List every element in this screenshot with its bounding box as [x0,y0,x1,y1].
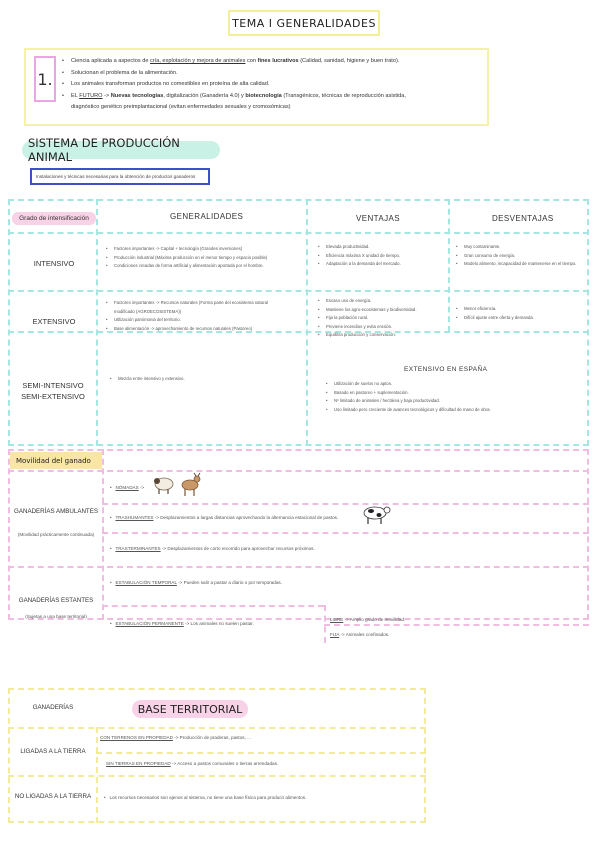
cell-item: • Equilibra producción y conservación. [318,331,446,340]
mov-trasterminantes: • TRASTERMINANTES -> Desplazamientos de corto recorrido para aprovechar recursos próximos. [110,546,315,551]
ambulantes-label: GANADERÍAS AMBULANTES [14,508,98,515]
cell-item: • Muy contaminante. [456,243,588,252]
no-ligadas-label: NO LIGADAS A LA TIERRA [14,793,92,800]
intro-item: • Solucionan el problema de la alimentación. [62,68,482,80]
page-title: TEMA I GENERALIDADES [228,10,380,36]
intensivo-desventajas [456,243,588,269]
semi-generalidades [110,375,300,384]
cell-item: • Modelo alimento, incapacidad de mantenerse en el tiempo. [456,260,588,269]
cell-item: • Fija la población rural. [318,314,446,323]
cell-item: • Factores importantes -> Recursos naturales (Forma parte del ecosistema natural [106,299,306,308]
row-intensivo-label: INTENSIVO [33,259,75,268]
base-title: BASE TERRITORIAL [132,700,248,718]
intro-list [62,56,482,114]
extensivo-generalidades [106,299,306,333]
header-generalidades: GENERALIDADES [170,212,244,221]
intro-item: • Ciencia aplicada a aspectos de cría, explotación y mejora de animales con fines lucrativos (Calidad, sanidad, higiene y buen trato). [62,56,482,68]
sistema-title: SISTEMA DE PRODUCCIÓN ANIMAL [22,141,220,159]
cell-item: • Producción industrial (Máxima producción en el menor tiempo y espacio posible) [106,254,306,263]
intensivo-generalidades [106,245,306,271]
intensivo-ventajas [318,243,446,269]
cell-item: • Utilización parsimonia del territorio. [106,316,306,325]
mov-estab-permanente: • ESTABULACIÓN PERMANENTE -> Los animales no suelen pastar. [110,621,254,626]
row-semi-label: SEMI-INTENSIVO SEMI-EXTENSIVO [21,381,85,401]
ligadas-label: LIGADAS A LA TIERRA [20,748,86,755]
mov-trashumantes: • TRASHUMANTES -> Desplazamientos a largas distancias aprovechando la alternancia estacional de pastos. [110,515,339,520]
cell-item: • Factores importantes -> Capital + tecnología (Grandes inversiones) [106,245,306,254]
cell-item: • Difícil ajuste entre oferta y demanda. [456,314,588,323]
cell-item: • Gran consumo de energía. [456,252,588,261]
cell-item: • Basado en pastoreo + suplementación. [326,389,586,398]
mov-nomadas: • NÓMADAS -> [110,485,145,490]
base-sin-tierras: SIN TIERRAS EN PROPIEDAD -> Acceso a pastos comunales o tierras arrendadas. [106,761,279,766]
cell-item: • Previene incendios y evita erosión. [318,323,446,332]
espana-list [326,380,586,414]
espana-title: EXTENSIVO EN ESPAÑA [404,366,488,373]
mov-fija: FIJA -> Animales confinados. [330,632,390,637]
header-ventajas: VENTAJAS [356,214,400,223]
movilidad-title: Movilidad del ganado [10,452,102,469]
intro-item: diagnóstico genético preimplantacional (evitan enfermedades sexuales y cromosómicas) [71,104,291,110]
mov-estab-temporal: • ESTABULACIÓN TEMPORAL -> Pueden salir a pastar a diario o por temporadas. [110,580,282,585]
ganaderias-label: GANADERÍAS [32,704,74,711]
mov-libre: LIBRE -> Amplio grado de movilidad. [330,617,406,622]
cell-item: • Adaptación a la demanda del mercado. [318,260,446,269]
estantes-sub: (Sujetas a una base territorial) [25,614,87,619]
ambulantes-sub: (Movilidad prácticamente continuada) [17,532,95,537]
cell-item: • Elevada productividad. [318,243,446,252]
cell-item: modificado (AGROECOSISTEMA)) [114,308,182,314]
intro-item: • Los animales transforman productos no comestibles en proteína de alta calidad. [62,79,482,91]
intro-item: • EL FUTURO -> Nuevas tecnologías, digitalización (Ganadería 4.0) y biotecnología (Transgénicos, técnicas de reproducción asistida, [62,91,482,103]
base-no-ligadas-text: • Los recursos necesarios son ajenos al sistema, no tiene una base física para producir alimentos. [104,795,307,800]
grado-label: Grado de intensificación [12,212,96,225]
row-extensivo-label: EXTENSIVO [32,317,76,326]
cell-item: • Nº limitado de animales / hectárea y baja productividad. [326,397,586,406]
cell-item: • Base alimentación -> aprovechamiento de recursos naturales (Pastoreo) [106,325,306,334]
estantes-label: GANADERÍAS ESTANTES [18,597,94,604]
cell-item: • Eficiencia máxima X unidad de tiempo. [318,252,446,261]
header-desventajas: DESVENTAJAS [492,214,554,223]
cell-item: • Mezcla entre intensivo y extensivo. [110,375,300,384]
extensivo-ventajas [318,297,446,340]
cow-icon [360,502,392,526]
cell-item: • Escaso uso de energía. [318,297,446,306]
section-number: 1. [34,56,56,102]
goat-icon [178,472,202,498]
cell-item: • Condiciones creadas de forma artificial y alimentación aportada por el hombre. [106,262,306,271]
cell-item: • Menor eficiencia. [456,305,588,314]
cell-item: • Uso limitado pero creciente de avances tecnológicos y dificultad de mano de obra. [326,406,586,415]
cell-item: • Mantiene los agro-ecosistemas y biodiversidad. [318,306,446,315]
sheep-icon [152,474,176,496]
base-con-terrenos: CON TERRENOS EN PROPIEDAD -> Producción de praderas, pastos, ... [100,735,251,740]
extensivo-desventajas [456,305,588,322]
cell-item: • Utilización de suelos no aptos. [326,380,586,389]
sistema-note: Instalaciones y técnicas necesarias para la obtención de productos ganaderos [30,168,210,185]
